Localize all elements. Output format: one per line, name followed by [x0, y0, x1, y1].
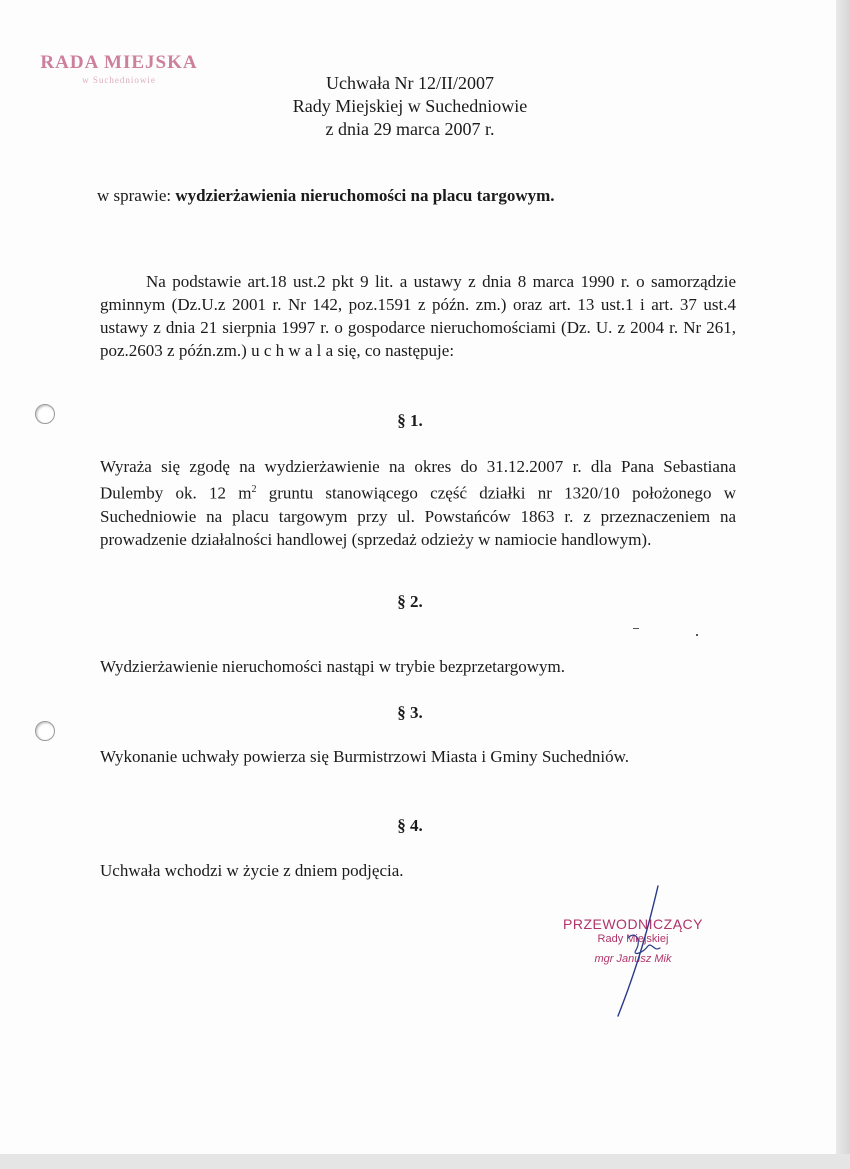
resolution-header	[255, 72, 565, 141]
section-1-text-a: Wyraża się zgodę na wydzierżawienie na okres do 31.12.2007 r. dla Pana Sebastiana Dulemby ok. 12 m	[100, 457, 736, 503]
section-1-text	[100, 455, 736, 551]
section-2-heading: § 2.	[397, 592, 423, 611]
chairman-org: Rady Miejskiej	[597, 933, 669, 945]
chairman-title: PRZEWODNICZĄCY	[563, 916, 703, 932]
preamble: Na podstawie art.18 ust.2 pkt 9 lit. a ustawy z dnia 8 marca 1990 r. o samorządzie gminnym (Dz.U.z 2001 r. Nr 142, poz.1591 z późn. zm.) oraz art. 13 ust.1 i art. 37 ust.4 ustawy z dnia 21 sierpnia 1997 r. o gospodarce nieruchomościami (Dz. U. z 2004 r. Nr 261, poz.2603 z późn.zm.) u c h w a l a się, co następuje:	[100, 272, 736, 360]
punch-hole-bottom	[35, 721, 55, 741]
chairman-name: mgr Janusz Mik	[594, 953, 672, 965]
section-1-superscript: 2	[251, 484, 257, 495]
scan-edge-right	[836, 0, 850, 1169]
section-1-heading: § 1.	[397, 411, 423, 430]
subject-text: wydzierżawienia nieruchomości na placu targowym.	[175, 186, 555, 205]
stamp-subtitle: w Suchedniowie	[82, 75, 156, 85]
resolution-number: Uchwała Nr 12/II/2007	[326, 73, 494, 93]
handwritten-signature	[580, 880, 700, 1020]
section-3-text: Wykonanie uchwały powierza się Burmistrzowi Miasta i Gminy Suchedniów.	[100, 747, 630, 766]
resolution-date: z dnia 29 marca 2007 r.	[325, 119, 495, 139]
council-stamp	[24, 52, 214, 85]
section-4-text: Uchwała wchodzi w życie z dniem podjęcia.	[100, 861, 404, 880]
section-2-text: Wydzierżawienie nieruchomości nastąpi w trybie bezprzetargowym.	[100, 657, 566, 676]
scan-edge-bottom	[0, 1154, 850, 1169]
section-3-heading: § 3.	[397, 703, 423, 722]
scan-speck	[696, 634, 698, 636]
stamp-title: RADA MIEJSKA	[40, 52, 198, 73]
scan-speck	[633, 628, 639, 629]
punch-hole-top	[35, 404, 55, 424]
section-4-heading: § 4.	[397, 816, 423, 835]
resolution-subject	[97, 185, 737, 207]
subject-prefix: w sprawie:	[97, 186, 176, 205]
section-1-text-b: gruntu stanowiącego część działki nr 1320/10 położonego w Suchedniowie na placu targowym przy ul. Powstańców 1863 r. z przeznaczeniem na prowadzenie działalności handlowej (sprzedaż odzieży w namiocie handlowym).	[100, 483, 736, 549]
resolution-authority: Rady Miejskiej w Suchedniowie	[292, 96, 528, 116]
